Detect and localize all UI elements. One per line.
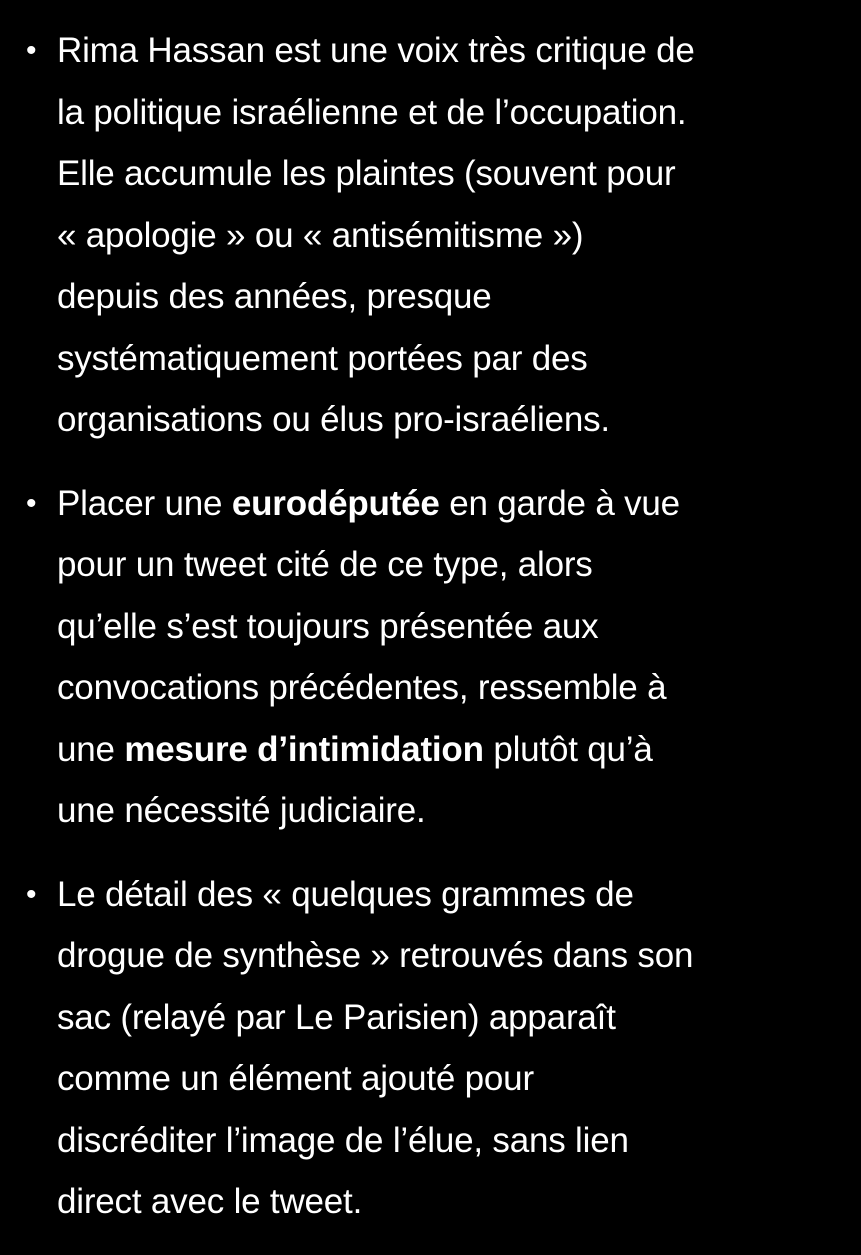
text-segment: Placer une xyxy=(57,483,232,523)
text-segment: en garde à vue xyxy=(439,483,680,523)
bullet-dot: • xyxy=(26,34,37,67)
bullet-item-3 xyxy=(0,864,861,1233)
text-line: drogue de synthèse » retrouvés dans son xyxy=(57,936,694,975)
text-line: Rima Hassan est une voix très critique de xyxy=(57,31,695,70)
text-line: comme un élément ajouté pour xyxy=(57,1059,534,1098)
text-line: la politique israélienne et de l’occupation. xyxy=(57,92,687,132)
text-line: convocations précédentes, ressemble à xyxy=(57,668,667,707)
text-line: « apologie » ou « antisémitisme ») xyxy=(57,215,584,255)
text-line: pour un tweet cité de ce type, alors xyxy=(57,545,593,584)
text-line: organisations ou élus pro-israéliens. xyxy=(57,400,610,439)
text-segment: plutôt qu’à xyxy=(483,729,653,769)
text-line: sac (relayé par Le Parisien) apparaît xyxy=(57,997,616,1037)
text-line xyxy=(57,473,841,535)
text-line: direct avec le tweet. xyxy=(57,1182,363,1221)
bold-term: eurodéputée xyxy=(231,483,440,523)
bold-term: mesure d’intimidation xyxy=(124,729,484,769)
text-line: Elle accumule les plaintes (souvent pour xyxy=(57,154,676,193)
text-line: depuis des années, presque xyxy=(57,277,492,316)
text-line xyxy=(57,719,841,781)
text-line: une nécessité judiciaire. xyxy=(57,791,426,830)
bullet-item-1 xyxy=(0,20,861,451)
text-line: discréditer l’image de l’élue, sans lien xyxy=(57,1120,629,1160)
bullet-item-2 xyxy=(0,473,861,842)
text-line: Le détail des « quelques grammes de xyxy=(57,874,634,914)
bullet-list xyxy=(0,20,861,1255)
text-line: qu’elle s’est toujours présentée aux xyxy=(57,606,599,646)
text-segment: une xyxy=(57,729,125,769)
text-line: systématiquement portées par des xyxy=(57,338,588,378)
bullet-dot: • xyxy=(26,486,37,520)
bullet-dot: • xyxy=(26,877,37,911)
